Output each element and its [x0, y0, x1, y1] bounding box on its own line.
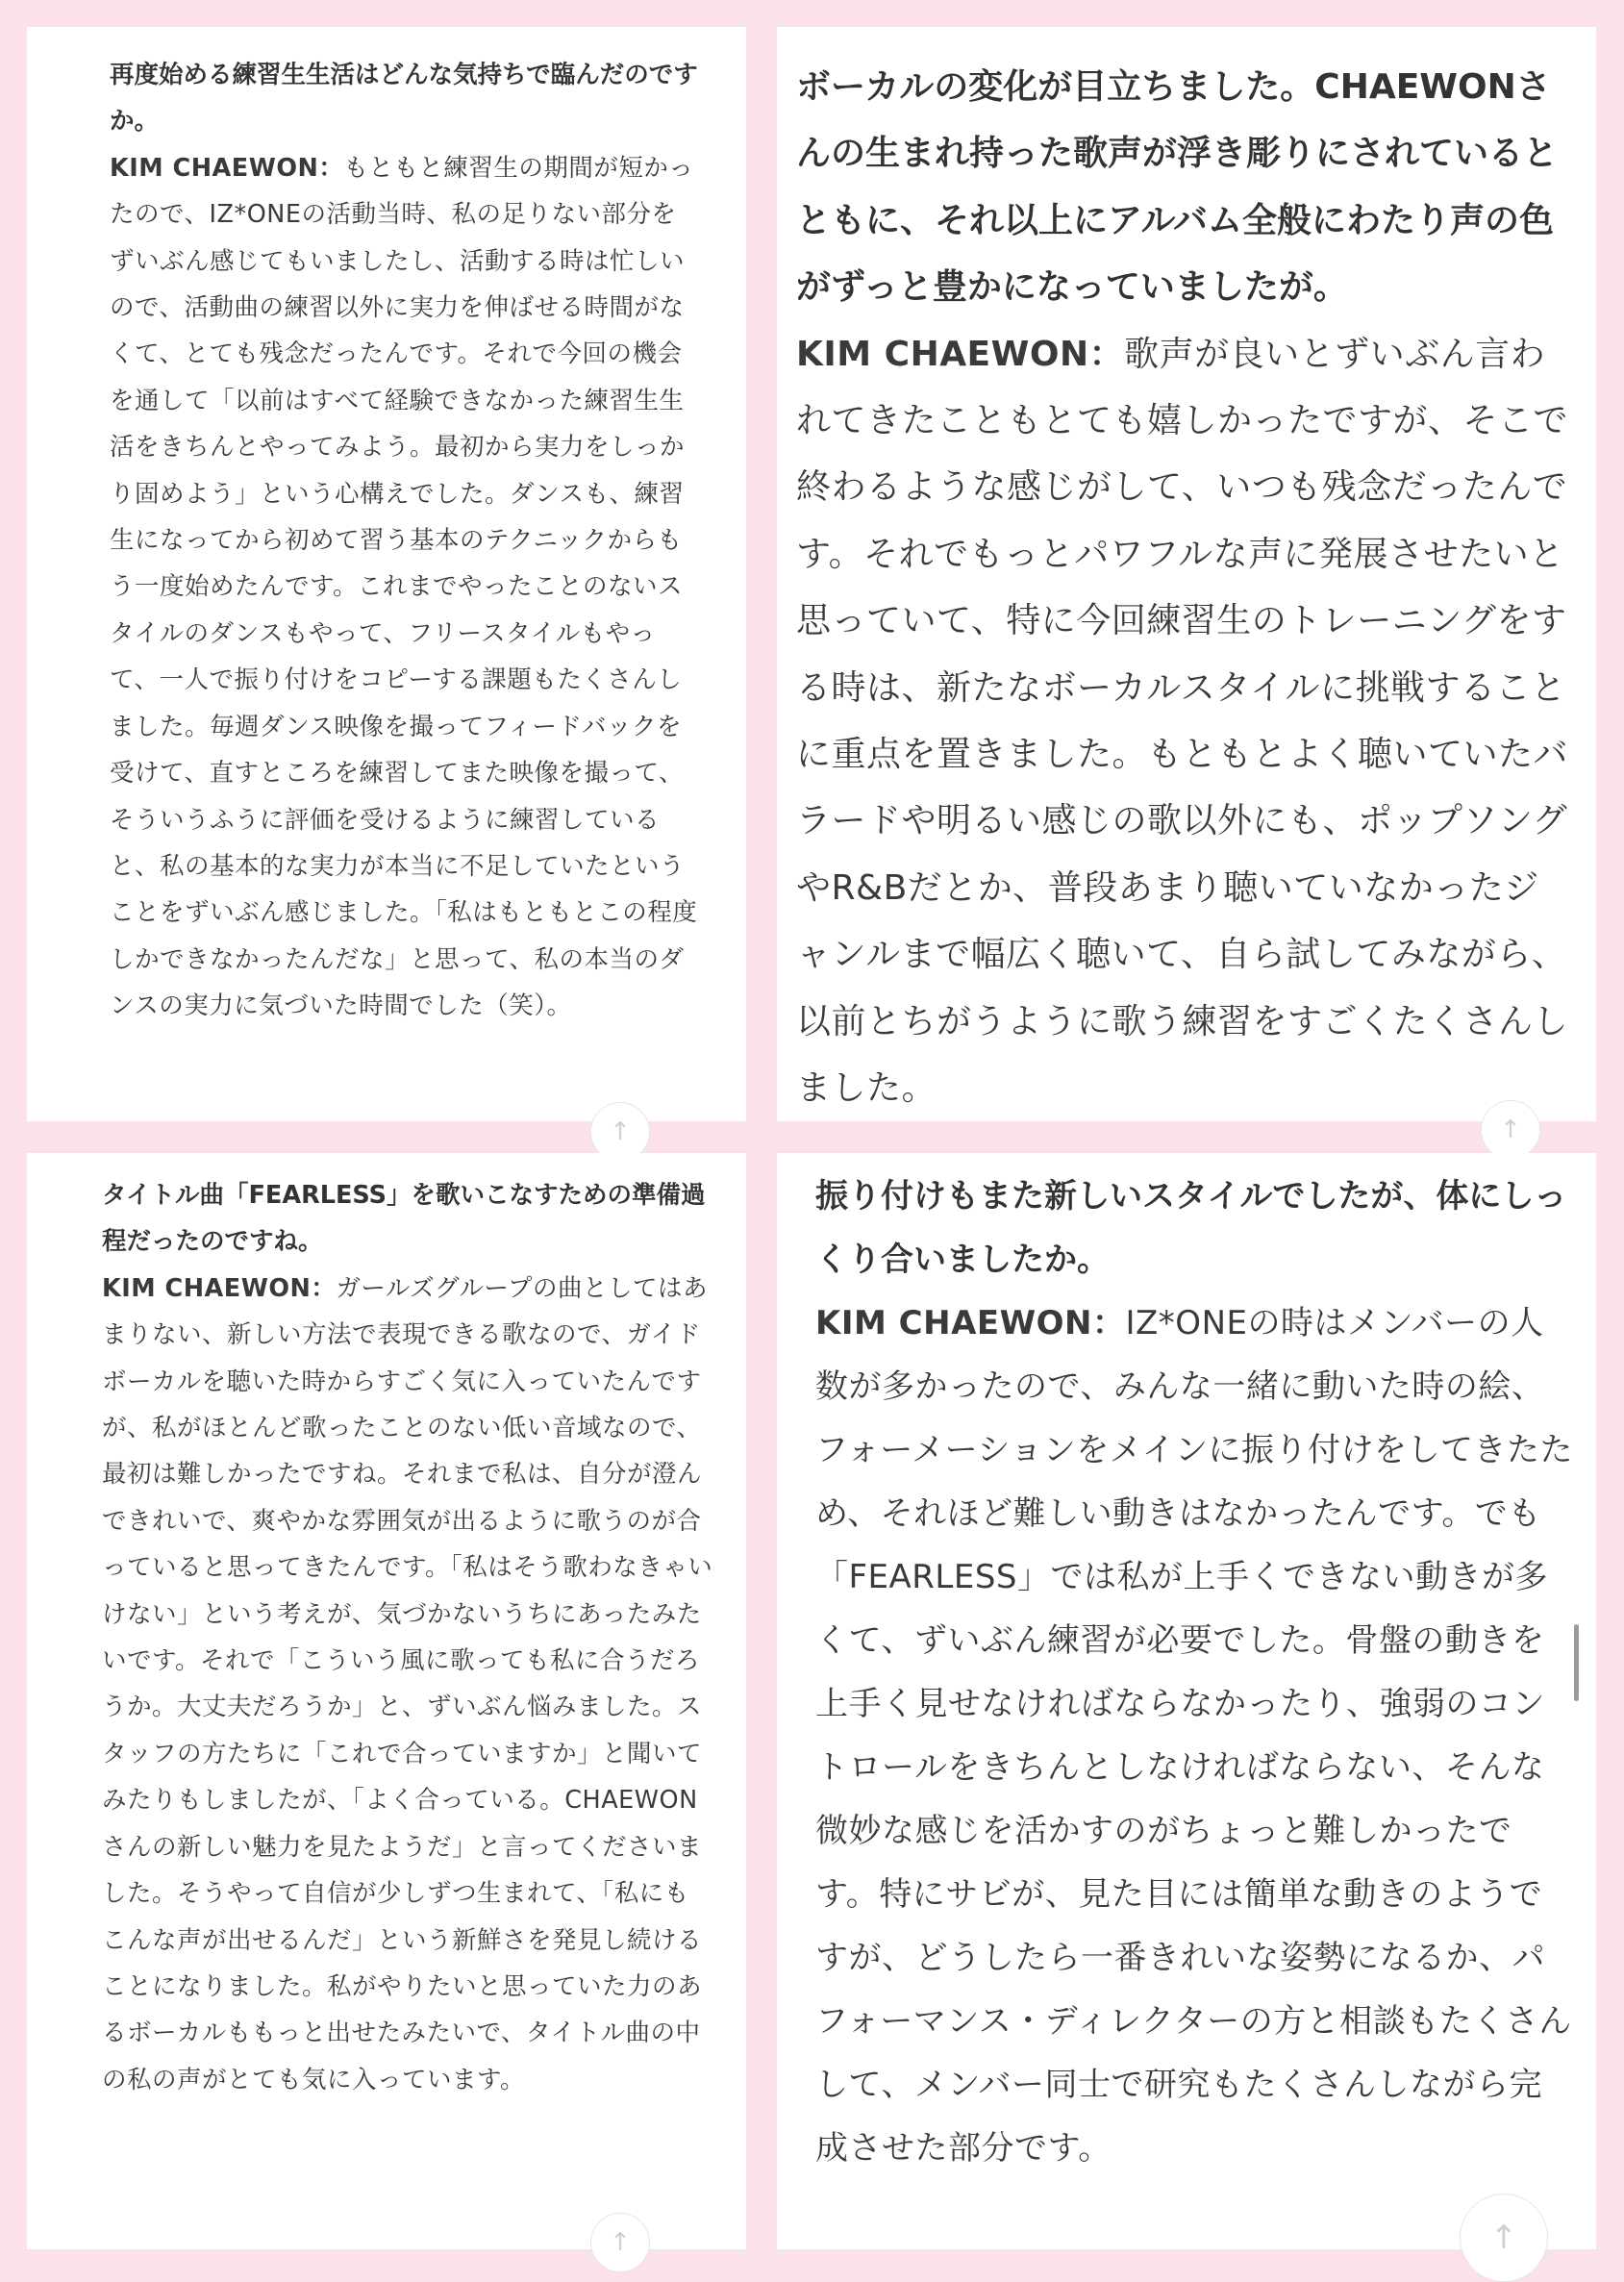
- arrow-up-icon: ↑: [610, 2228, 631, 2257]
- scroll-to-top-button[interactable]: [1481, 1100, 1540, 1160]
- speaker-name: KIM CHAEWON：: [102, 1273, 337, 1303]
- scroll-to-top-button[interactable]: [590, 2213, 650, 2272]
- answer-paragraph: [815, 1291, 1575, 2180]
- answer-paragraph: [796, 321, 1573, 1122]
- question-text: ボーカルの変化が目立ちました。CHAEWONさんの生まれ持った歌声が浮き彫りにされているとともに、それ以上にアルバム全般にわたり声の色がずっと豊かになっていましたが。: [796, 67, 1559, 308]
- arrow-up-icon: ↑: [1489, 2219, 1518, 2257]
- speaker-name: KIM CHAEWON：: [796, 334, 1125, 374]
- question-text: タイトル曲「FEARLESS」を歌いこなすための準備過程だったのですね。: [102, 1181, 706, 1257]
- interview-panel-2: [777, 27, 1596, 1144]
- scrollbar-thumb[interactable]: [1574, 1624, 1579, 1701]
- speaker-name: KIM CHAEWON：: [110, 153, 344, 183]
- answer-text: ガールズグループの曲としてはあまりない、新しい方法で表現できる歌なので、ガイドボーカルを聴いた時からすごく気に入っていたんですが、私がほとんど歌ったことのない低い音域なので、最初は難しかったですね。それまで私は、自分が澄んできれいで、爽やかな雰囲気が出るように歌うのが合っていると思ってきたんです。「私はそう歌わなきゃいけない」という考えが、気づかないうちにあったみたいです。それで「こういう風に歌っても私に合うだろうか。大丈夫だろうか」と、ずいぶん悩みました。スタッフの方たちに「これで合っていますか」と聞いてみたりもしましたが、「よく合っている。CHAEWONさんの新しい魅力を見たようだ」と言ってくださいました。そうやって自信が少しずつ生まれて、「私にもこんな声が出せるんだ」という新鮮さを発見し続けることになりました。私がやりたいと思っていた力のあるボーカルももっと出せたみたいで、タイトル曲の中の私の声がとても気に入っています。: [102, 1273, 713, 2094]
- answer-text: もともと練習生の期間が短かったので、IZ*ONEの活動当時、私の足りない部分をずいぶん感じてもいましたし、活動する時は忙しいので、活動曲の練習以外に実力を伸ばせる時間がなくて、とても残念だったんです。それで今回の機会を通して「以前はすべて経験できなかった練習生生活をきちんとやってみよう。最初から実力をしっかり固めよう」という心構えでした。ダンスも、練習生になってから初めて習う基本のテクニックからもう一度始めたんです。これまでやったことのないスタイルのダンスもやって、フリースタイルもやって、一人で振り付けをコピーする課題もたくさんしました。毎週ダンス映像を撮ってフィードバックを受けて、直すところを練習してまた映像を撮って、そういうふうに評価を受けるように練習していると、私の基本的な実力が本当に不足していたということをずいぶん感じました。「私はもともとこの程度しかできなかったんだな」と思って、私の本当のダンスの実力に気づいた時間でした（笑）。: [110, 153, 698, 1021]
- arrow-up-icon: ↑: [1500, 1116, 1521, 1144]
- question-text: 振り付けもまた新しいスタイルでしたが、体にしっくり合いましたか。: [815, 1177, 1567, 1279]
- answer-paragraph: [102, 1266, 713, 2103]
- question-text: 再度始める練習生生活はどんな気持ちで臨んだのですか。: [110, 61, 698, 137]
- answer-paragraph: [110, 145, 700, 1030]
- interview-panel-4: [777, 1153, 1596, 2257]
- speaker-name: KIM CHAEWON：: [815, 1304, 1126, 1342]
- answer-text: 歌声が良いとずいぶん言われてきたこともとても嬉しかったですが、そこで終わるような感じがして、いつも残念だったんです。それでもっとパワフルな声に発展させたいと思っていて、特に今回練習生のトレーニングをする時は、新たなボーカルスタイルに挑戦することに重点を置きました。もともとよく聴いていたバラードや明るい感じの歌以外にも、ポップソングやR&Bだとか、普段あまり聴いていなかったジャンルまで幅広く聴いて、自ら試してみながら、以前とちがうように歌う練習をすごくたくさんしました。: [796, 334, 1569, 1109]
- interview-panel-3: [27, 1153, 746, 2257]
- arrow-up-icon: ↑: [610, 1117, 631, 1146]
- answer-text: IZ*ONEの時はメンバーの人数が多かったので、みんな一緒に動いた時の絵、フォーメーションをメインに振り付けをしてきたため、それほど難しい動きはなかったんです。でも「FEARLESS」では私が上手くできない動きが多くて、ずいぶん練習が必要でした。骨盤の動きを上手く見せなければならなかったり、強弱のコントロールをきちんとしなければならない、そんな微妙な感じを活かすのがちょっと難しかったです。特にサビが、見た目には簡単な動きのようですが、どうしたら一番きれいな姿勢になるか、パフォーマンス・ディレクターの方と相談もたくさんして、メンバー同士で研究もたくさんしながら完成させた部分です。: [815, 1304, 1574, 2168]
- scroll-to-top-button[interactable]: [1460, 2194, 1548, 2282]
- interview-panel-1: [27, 27, 746, 1146]
